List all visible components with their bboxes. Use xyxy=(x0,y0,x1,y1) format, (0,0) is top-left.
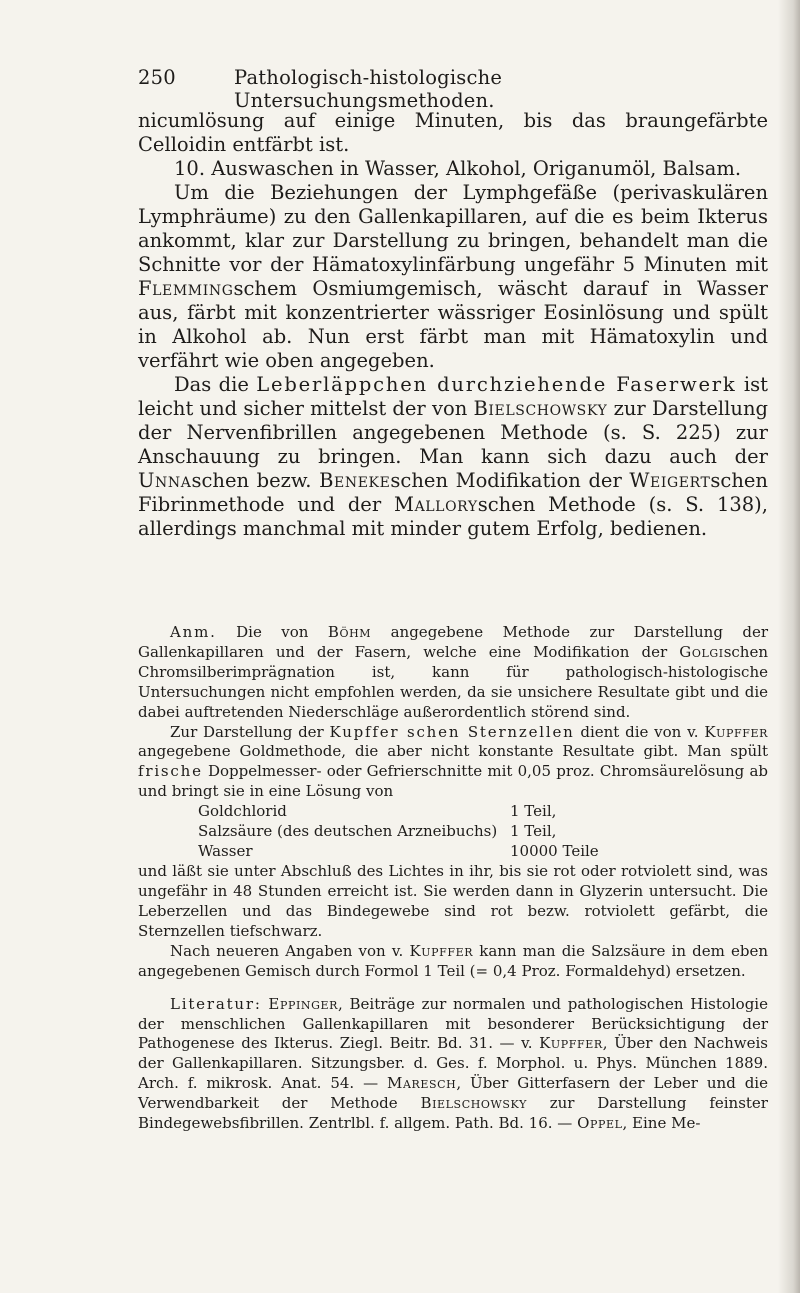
spaced-term: Kupffer schen Sternzellen xyxy=(329,722,575,741)
author-beneke: Beneke xyxy=(319,469,391,492)
annotation-block xyxy=(138,623,768,1134)
author-mallory: Mallory xyxy=(394,493,478,516)
author-weigert: Weigert xyxy=(629,469,711,492)
spaced-term: frische xyxy=(138,762,203,781)
recipe-ingredient: Goldchlorid xyxy=(198,802,287,821)
recipe-ingredient: Wasser xyxy=(198,842,253,861)
page-edge-shadow xyxy=(778,0,800,1293)
recipe-row xyxy=(138,842,768,862)
note-result: und läßt sie unter Abschluß des Lichtes in ihr, bis sie rot oder rotviolett sind, was ungefähr in 48 Stunden erreicht ist. Sie werden dann in Glyzerin untersucht. Die Leberzellen und das Bindegewebe sind rot bezw. rotviolett gefärbt, die Sternzellen tiefschwarz. xyxy=(138,862,768,940)
author-golgi: Golgi xyxy=(679,642,724,661)
literature: Literatur: Eppinger, Beiträge zur normalen und pathologischen Histologie der menschlichen Gallenkapillaren mit besonderer Berücksichtigung der Pathogenese des Ikterus. Ziegl. Beitr. Bd. 31. — v. Kupffer, Über den Nachweis der Gallenkapillaren. Sitzungsber. d. Ges. f. Morphol. u. Phys. München 1889. Arch. f. mikrosk. Anat. 54. — Maresch, Über Gitterfasern der Leber und die Verwendbarkeit der Methode Bielschowsky zur Darstellung feinster Bindegewebsfibrillen. Zentrlbl. f. allgem. Path. Bd. 16. — Oppel, Eine Me- xyxy=(138,994,769,1133)
recipe-quantity: 1 Teil, xyxy=(510,802,557,821)
recipe-quantity: 10000 Teile xyxy=(510,842,599,861)
recipe-row xyxy=(138,822,768,842)
recipe-ingredient: Salzsäure (des deutschen Arzneibuchs) xyxy=(198,822,498,841)
paragraph-1: nicumlösung auf einige Minuten, bis das braungefärbte Celloidin entfärbt ist. xyxy=(138,109,768,156)
note-formol: Nach neueren Angaben von v. Kupffer kann man die Salzsäure in dem eben angegebenen Gemisch durch Formol 1 Teil (= 0,4 Proz. Formaldehyd) ersetzen. xyxy=(138,941,768,980)
paragraph-faserwerk: Das die Leberläppchen durchziehende Faserwerk ist leicht und sicher mittelst der von Bielschowsky zur Darstellung der Nervenfibrillen angegebenen Methode (s. S. 225) zur Anschauung zu bringen. Man kann sich dazu auch der Unnaschen bezw. Benekeschen Modifikation der Weigertschen Fibrinmethode und der Malloryschen Methode (s. S. 138), allerdings manchmal mit minder gutem Erfolg, bedienen. xyxy=(138,373,768,540)
recipe-quantity: 1 Teil, xyxy=(510,822,557,841)
page-number: 250 xyxy=(138,66,176,89)
author-kupffer: Kupffer xyxy=(409,941,474,960)
recipe-list xyxy=(138,802,768,862)
author-flemming: Flemming xyxy=(138,277,234,300)
author-unna: Unna xyxy=(138,469,192,492)
author-maresch: Maresch xyxy=(387,1074,457,1093)
note-kupffer: Zur Darstellung der Kupffer schen Sternzellen dient die von v. Kupffer angegebene Goldmethode, die aber nicht konstante Resultate gibt. Man spült frische Doppelmesser- oder Gefrierschnitte mit 0,05 proz. Chromsäurelösung ab und bringt sie in eine Lösung von xyxy=(138,722,769,801)
running-title: Pathologisch-histologische Untersuchungsmethoden. xyxy=(234,66,503,112)
author-bielschowsky: Bielschowsky xyxy=(473,397,608,420)
spaced-term: Leberläppchen durchziehende Faserwerk xyxy=(256,373,737,396)
author-bielschowsky: Bielschowsky xyxy=(420,1094,527,1113)
author-eppinger: Eppinger xyxy=(268,994,339,1013)
author-kupffer: Kupffer xyxy=(704,722,769,741)
paragraph-lymph: Um die Beziehungen der Lymphgefäße (perivaskulären Lymphräume) zu den Gallenkapillaren, auf die es beim Ikterus ankommt, klar zur Darstellung zu bringen, behandelt man die Schnitte vor der Hämatoxylinfärbung ungefähr 5 Minuten mit Flemmingschem Osmiumgemisch, wäscht darauf in Wasser aus, färbt mit konzentrierter wässriger Eosinlösung und spült in Alkohol ab. Nun erst färbt man mit Hämatoxylin und verfährt wie oben angegeben. xyxy=(138,181,768,372)
note-boehm: Anm. Die von Böhm angegebene Methode zur Darstellung der Gallenkapillaren und der Fasern, welche eine Modifikation der Golgischen Chromsilberimprägnation ist, kann für pathologisch-histologische Untersuchungen nicht empfohlen werden, da sie unsichere Resultate gibt und die dabei auftretenden Niederschläge außerordentlich störend sind. xyxy=(138,623,768,721)
note-label: Anm. xyxy=(170,623,217,641)
author-oppel: Oppel xyxy=(577,1114,623,1133)
recipe-row xyxy=(138,802,768,822)
main-text xyxy=(138,109,768,541)
paragraph-step-10: 10. Auswaschen in Wasser, Alkohol, Origanumöl, Balsam. xyxy=(174,157,742,180)
author-boehm: Böhm xyxy=(327,623,372,641)
author-kupffer: Kupffer xyxy=(539,1034,603,1053)
literature-label: Literatur: xyxy=(170,994,262,1013)
